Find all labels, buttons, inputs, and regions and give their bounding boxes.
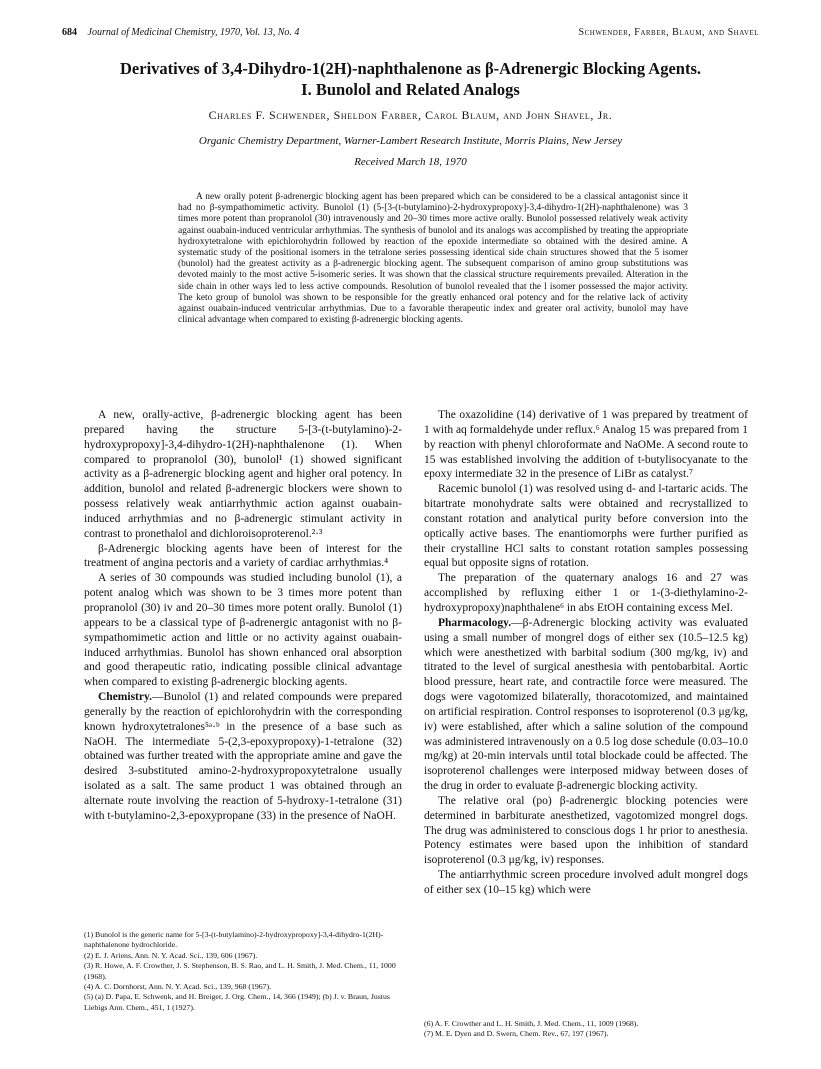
footnote: (6) A. F. Crowther and L. H. Smith, J. Med. Chem., 11, 1009 (1968). [424, 1019, 639, 1028]
paragraph-text: A new, orally-active, β-adrenergic blocking agent has been prepared having the structure 5-[3-(t-butylamino)-2-hydroxypropoxy]-3,4-dihydro-1(2H)-naphthalenone (1). When compared to propranolol (30), bunolol¹ (1) showed significant activity as a β-adrenergic blocking agent and higher oral potency. In addition, bunolol and related β-adrenergic blockers were shown to possess relatively weak antiarrhythmic action against ouabain-induced arrhythmias and no β-adrenergic stimulant activity in contrast to pronethalol and dichloroisoproterenol.²·³ [84, 409, 402, 540]
paragraph-text: The oxazolidine (14) derivative of 1 was prepared by treatment of 1 with aq formaldehyde under reflux.⁶ Analog 15 was prepared from 1 by reaction with phenyl chloroformate and NaOMe. A second route to 15 was established involving the addition of t-butylisocyanate to the epoxy intermediate 32 in the presence of LiBr as catalyst.⁷ [424, 409, 748, 481]
article-title: Derivatives of 3,4-Dihydro-1(2H)-naphthalenone as β-Adrenergic Blocking Agents. I. Bunolol and Related Analogs [120, 59, 701, 99]
body-paragraph [84, 408, 402, 542]
journal-citation: Journal of Medicinal Chemistry, 1970, Vol. 13, No. 4 [87, 27, 300, 38]
footnote: (4) A. C. Dornhorst, Ann. N. Y. Acad. Sci., 139, 968 (1967). [84, 982, 272, 992]
body-paragraph [424, 482, 748, 571]
paragraph-text: —β-Adrenergic blocking activity was evaluated using a small number of mongrel dogs of either sex (10.5–12.5 kg) which were anesthetized with barbital sodium (300 mg/kg, iv) and titrated to the level of surgical anesthesia with pentobarbital. Aortic blood pressure, heart rate, and contractile force were measured. The dogs were vagotomized bilaterally, thoracotomized, and maintained on artificial respiration. Control responses to isoproterenol (0.3 μg/kg, iv) were established, after which a saline solution of the compound was administered intravenously on a 0.5 log dose schedule (0.03–10.0 mg/kg) at 20-min intervals until total blockade could be affected. The isoproterenol challenges were interposed midway between doses of the drug in order to evaluate β-adrenergic blocking activity. [424, 616, 748, 793]
body-paragraph [84, 542, 402, 572]
page-number: 684 [62, 27, 77, 38]
paragraph-text: Racemic bunolol (1) was resolved using d- and l-tartaric acids. The bitartrate monohydrate salts were obtained and recrystallized to constant rotation and analytical purity before conversion into the optically active bases. The enantiomorphs were further purified as their crystalline HCl salts to constant rotation samples possessing equal but opposite signs of rotation. [424, 483, 748, 570]
footnotes-left [84, 930, 402, 1013]
paragraph-text: A series of 30 compounds was studied including bunolol (1), a potent analog which was shown to be 3 times more potent than propranolol (30) iv and 20–30 times more potent orally. Bunolol (1) appears to be a classical type of β-adrenergic antagonist with no β-sympathomimetic action and little or no activity against ouabain-induced arrhythmias. Bunolol has shown enhanced oral absorption and good therapeutic ratio, indicating possible clinical advantage when compared to existing β-adrenergic blocking agents. [84, 572, 402, 689]
body-column-left [84, 408, 402, 824]
header-authors: Schwender, Farber, Blaum, and Shavel [578, 27, 759, 38]
body-paragraph [424, 408, 748, 482]
body-paragraph [84, 571, 402, 690]
body-paragraph [424, 616, 748, 794]
footnote: (5) (a) D. Papa, E. Schwenk, and H. Breiger, J. Org. Chem., 14, 366 (1949); (b) J. v. Braun, Justus Liebigs Ann. Chem., 451, 1 (1927). [84, 992, 390, 1012]
footnote: (3) R. Howe, A. F. Crowther, J. S. Stephenson, B. S. Rao, and L. H. Smith, J. Med. Chem., 11, 1000 (1968). [84, 961, 396, 981]
received-date: Received March 18, 1970 [354, 156, 467, 168]
paragraph-text: The preparation of the quaternary analogs 16 and 27 was accomplished by refluxing either 1 or 1-(3-diethylamino-2-hydroxypropoxy)naphthalene⁶ in abs EtOH containing excess MeI. [424, 572, 748, 614]
body-paragraph [424, 794, 748, 868]
paragraph-text: —Bunolol (1) and related compounds were prepared generally by the reaction of epichlorohydrin with the corresponding known hydroxytetralones⁵ᵃ·ᵇ in the presence of a base such as NaOH. The intermediate 5-(2,3-epoxypropoxy)-1-tetralone (32) obtained was further treated with the appropriate amine and gave the desired 3-substituted amino-2-hydroxypropoxytetralone usually isolated as a salt. The same product 1 was obtained through an alternate route involving the reaction of 5-hydroxy-1-tetralone (31) with t-butylamino-2,3-epoxypropane (33) in the presence of NaOH. [84, 691, 402, 822]
section-heading: Chemistry. [98, 691, 152, 704]
author-affiliation: Organic Chemistry Department, Warner-Lambert Research Institute, Morris Plains, New Jersey [198, 135, 623, 147]
body-paragraph [424, 571, 748, 616]
paragraph-text: β-Adrenergic blocking agents have been of interest for the treatment of angina pectoris and a variety of cardiac arrhythmias.⁴ [84, 542, 402, 570]
body-column-right [424, 408, 748, 898]
paragraph-text: The relative oral (po) β-adrenergic blocking potencies were determined in barbiturate anesthetized, vagotomized mongrel dogs. The drug was administered to conscious dogs 1 hr prior to anesthesia. Potency estimates were based upon the inhibition of standard isoproterenol (0.3 μg/kg, iv) responses. [424, 794, 748, 867]
body-paragraph [424, 868, 748, 898]
footnote: (1) Bunolol is the generic name for 5-[3-(t-butylamino)-2-hydroxypropoxy]-3,4-dihydro-1(2H)-naphthalenone hydrochloride. [84, 930, 384, 950]
running-header [62, 27, 759, 38]
article-authors: Charles F. Schwender, Sheldon Farber, Carol Blaum, and John Shavel, Jr. [208, 108, 613, 122]
abstract [178, 192, 688, 326]
footnote: (2) E. J. Ariens, Ann. N. Y. Acad. Sci., 139, 606 (1967). [84, 950, 258, 960]
paragraph-text: The antiarrhythmic screen procedure involved adult mongrel dogs of either sex (10–15 kg) which were [424, 869, 748, 896]
section-heading: Pharmacology. [438, 616, 512, 629]
footnote: (7) M. E. Dyen and D. Swern, Chem. Rev., 67, 197 (1967). [424, 1029, 609, 1039]
body-paragraph [84, 690, 402, 824]
abstract-text: A new orally potent β-adrenergic blocking agent has been prepared which can be considered to be a classical antagonist since it had no β-sympathomimetic activity. Bunolol (1) (5-[3-(t-butylamino)-2-hydroxypropoxy]-3,4-dihydro-1(2H)-naphthalenone) was 3 times more potent than propranolol (30) intravenously and 20–30 times more active orally. Bunolol possessed relatively weak activity against ouabain-induced ventricular arrhythmias. The synthesis of bunolol and its analogs was accomplished by treating the appropriate hydroxytetralone with epichlorohydrin followed by reaction of the epoxide intermediate so obtained with the desired amine. A systematic study of the positional isomers in the tetralone series possessing identical side chain structures showed that the 5 isomer (bunolol) had the greatest activity as a β-adrenergic blocking agent. The subsequent comparison of amino group substitutions was devoted mainly to the most active 5-isomeric series. It was shown that the classical structure requirements prevailed. Alteration in the side chain in other ways led to less active compounds. Resolution of bunolol revealed that the l isomer possessed the major activity. The keto group of bunolol was shown to be responsible for the greatly enhanced oral potency and for the relative lack of activity against ouabain-induced ventricular arrhythmias. Due to a favorable therapeutic index and greater oral activity, bunolol may have clinical advantage when compared to existing β-adrenergic blocking agents. [178, 192, 688, 326]
header-left [62, 27, 299, 38]
footnotes-right [424, 1019, 748, 1040]
